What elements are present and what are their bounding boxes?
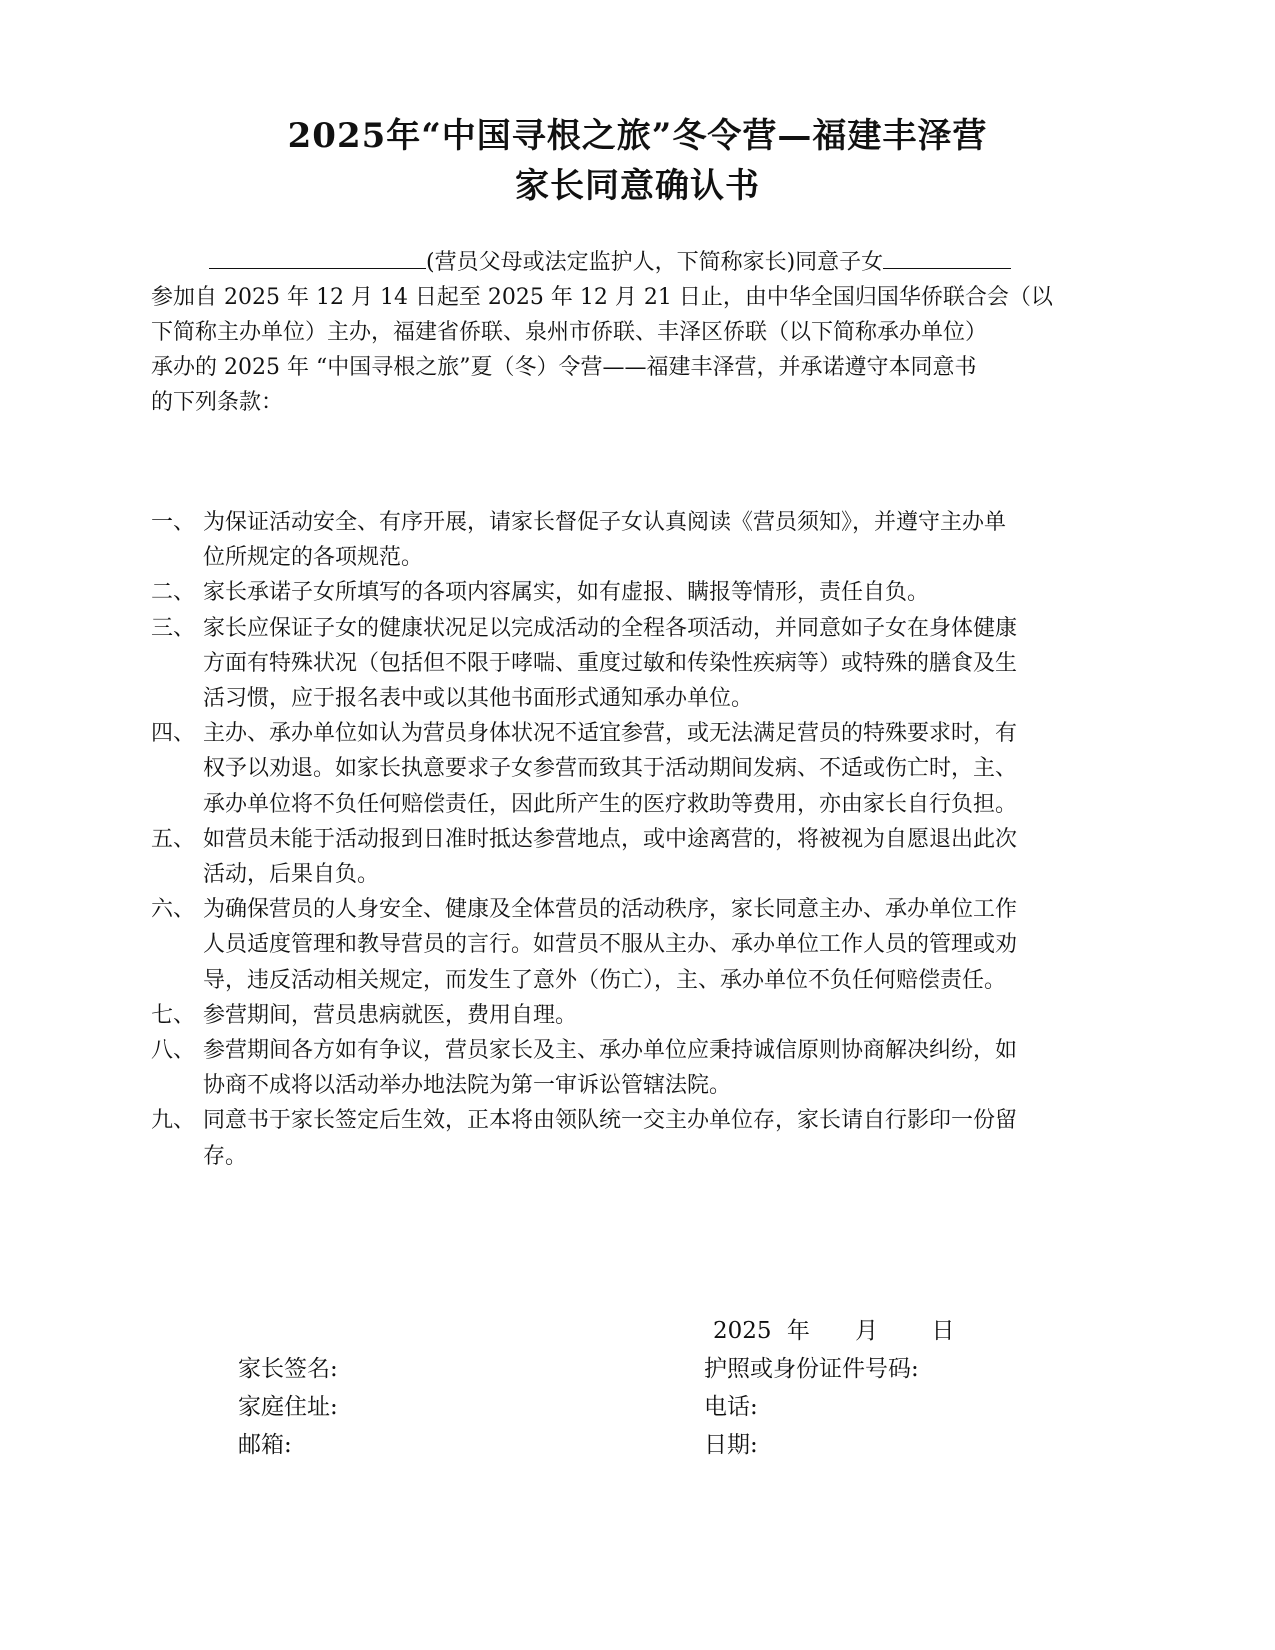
clause-number: 四、 — [151, 721, 196, 747]
intro-first-line — [151, 245, 1121, 280]
id-number-field[interactable]: 护照或身份证件号码: — [704, 1356, 919, 1382]
intro-line: 下简称主办单位）主办，福建省侨联、泉州市侨联、丰泽区侨联（以下简称承办单位） — [151, 320, 988, 345]
parent-name-blank[interactable] — [209, 264, 426, 269]
clause-line: 活习惯，应于报名表中或以其他书面形式通知承办单位。 — [203, 686, 754, 712]
clause-9 — [151, 1103, 1126, 1173]
date-month-label: 月 — [855, 1318, 879, 1344]
intro-line: 参加自 2025 年 12 月 14 日起至 2025 年 12 月 21 日止，由中华全国归国华侨联合会（以 — [151, 285, 1053, 310]
clause-number: 二、 — [151, 580, 196, 606]
clause-2 — [151, 575, 1126, 610]
clause-1 — [151, 505, 1126, 575]
clause-text — [203, 505, 1126, 575]
clause-8 — [151, 1033, 1126, 1103]
clause-line: 家长应保证子女的健康状况足以完成活动的全程各项活动，并同意如子女在身体健康 — [203, 615, 1018, 641]
clause-6 — [151, 892, 1126, 998]
clause-text — [203, 1033, 1126, 1103]
clause-number: 七、 — [151, 1002, 196, 1028]
clause-line: 为保证活动安全、有序开展，请家长督促子女认真阅读《营员须知》，并遵守主办单 — [203, 510, 1007, 535]
clause-number: 八、 — [151, 1038, 196, 1064]
clause-number: 三、 — [151, 615, 196, 641]
date-year-label: 年 — [786, 1318, 810, 1344]
clause-text — [203, 892, 1126, 998]
phone-field[interactable]: 电话: — [704, 1394, 758, 1420]
clause-line: 权予以劝退。如家长执意要求子女参营而致其于活动期间发病、不适或伤亡时，主、 — [203, 756, 1018, 782]
clause-number: 九、 — [151, 1108, 196, 1134]
clause-line: 为确保营员的人身安全、健康及全体营员的活动秩序，家长同意主办、承办单位工作 — [203, 897, 1018, 923]
clause-line: 承办单位将不负任何赔偿责任，因此所产生的医疗救助等费用，亦由家长自行负担。 — [203, 791, 1018, 817]
clause-number: 一、 — [151, 510, 196, 535]
clause-line: 同意书于家长签定后生效，正本将由领队统一交主办单位存，家长请自行影印一份留 — [203, 1108, 1018, 1134]
clause-list — [151, 505, 1126, 1174]
document-title-line1: 2025年“中国寻根之旅”冬令营—福建丰泽营 — [287, 116, 988, 156]
clause-text — [203, 716, 1126, 822]
clause-text — [203, 998, 1126, 1033]
child-name-blank[interactable] — [883, 264, 1011, 269]
date-field[interactable]: 日期: — [704, 1432, 758, 1458]
clause-line: 参营期间各方如有争议，营员家长及主、承办单位应秉持诚信原则协商解决纠纷，如 — [203, 1038, 1018, 1064]
clause-text — [203, 822, 1126, 892]
intro-paragraph — [151, 245, 1121, 420]
date-year: 2025 — [713, 1318, 772, 1344]
home-address-field[interactable]: 家庭住址: — [238, 1394, 338, 1420]
clause-7 — [151, 998, 1126, 1033]
clause-line: 导，违反活动相关规定，而发生了意外（伤亡），主、承办单位不负任何赔偿责任。 — [203, 967, 1007, 993]
parent-description: (营员父母或法定监护人，下简称家长)同意子女 — [426, 250, 884, 275]
clause-line: 方面有特殊状况（包括但不限于哮喘、重度过敏和传染性疾病等）或特殊的膳食及生 — [203, 650, 1018, 676]
email-field[interactable]: 邮箱: — [238, 1432, 292, 1458]
clause-text — [203, 611, 1126, 717]
clause-5 — [151, 822, 1126, 892]
clause-line: 活动，后果自负。 — [203, 862, 380, 888]
clause-text — [203, 1103, 1126, 1173]
clause-line: 如营员未能于活动报到日准时抵达参营地点，或中途离营的，将被视为自愿退出此次 — [203, 826, 1018, 852]
clause-line: 协商不成将以活动举办地法院为第一审诉讼管辖法院。 — [203, 1073, 732, 1099]
clause-line: 参营期间，营员患病就医，费用自理。 — [203, 1002, 578, 1028]
intro-line: 承办的 2025 年 “中国寻根之旅”夏（冬）令营——福建丰泽营，并承诺遵守本同意书 — [151, 355, 977, 380]
clause-line: 主办、承办单位如认为营员身体状况不适宜参营，或无法满足营员的特殊要求时，有 — [203, 721, 1018, 747]
clause-number: 五、 — [151, 826, 196, 852]
clause-3 — [151, 611, 1126, 717]
clause-line: 家长承诺子女所填写的各项内容属实，如有虚报、瞒报等情形，责任自负。 — [203, 580, 930, 606]
parent-signature-field[interactable]: 家长签名: — [238, 1356, 338, 1382]
document-title-line2: 家长同意确认书 — [515, 166, 760, 206]
signing-date — [713, 1312, 954, 1345]
clause-line: 位所规定的各项规范。 — [203, 545, 424, 571]
clause-line: 存。 — [203, 1143, 248, 1169]
date-day-label: 日 — [931, 1318, 955, 1344]
intro-line: 的下列条款： — [151, 390, 284, 415]
clause-number: 六、 — [151, 897, 196, 923]
clause-line: 人员适度管理和教导营员的言行。如营员不服从主办、承办单位工作人员的管理或劝 — [203, 932, 1018, 958]
clause-4 — [151, 716, 1126, 822]
clause-text — [203, 575, 1126, 610]
